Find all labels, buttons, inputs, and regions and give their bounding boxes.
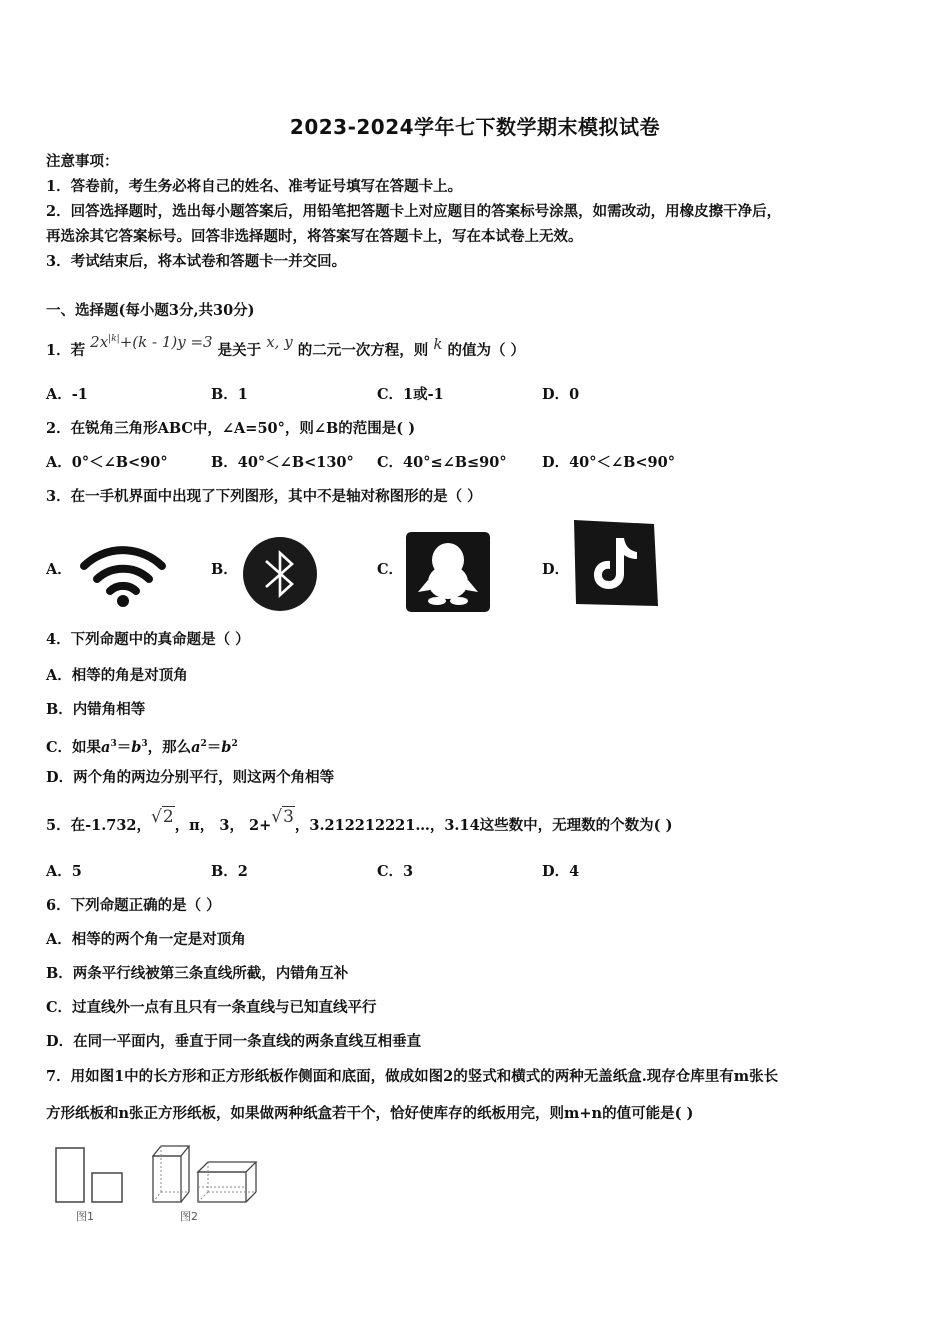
notice-item: 3．考试结束后，将本试卷和答题卡一并交回。 <box>46 253 347 270</box>
bluetooth-icon[interactable] <box>242 536 318 612</box>
q1-vars: x, y <box>266 333 293 351</box>
notice-item: 2．回答选择题时，选出每小题答案后，用铅笔把答题卡上对应题目的答案标号涂黑，如需改动，用橡皮擦干净后， <box>46 203 782 220</box>
q1-option-b[interactable]: B．1 <box>211 386 248 403</box>
q1-option-a[interactable]: A．-1 <box>46 386 88 403</box>
q1-expr-b: +(k - 1)y =3 <box>119 333 213 351</box>
qq-penguin-icon[interactable] <box>404 530 492 614</box>
fig2-caption: 图2 <box>180 1210 198 1223</box>
q7-figures <box>50 1140 270 1230</box>
wifi-icon[interactable] <box>80 544 166 608</box>
q4-c-var-b: b <box>131 738 142 756</box>
q4-c-var-a: a <box>101 738 111 756</box>
q5-option-d[interactable]: D．4 <box>542 863 580 880</box>
q3-option-c-label[interactable]: C． <box>377 561 404 578</box>
notice-item: 再选涂其它答案标号。回答非选择题时，将答案写在答题卡上，写在本试卷上无效。 <box>46 228 583 245</box>
q4-option-b[interactable]: B．内错角相等 <box>46 701 146 718</box>
question-6-stem: 6．下列命题正确的是（ ） <box>46 897 221 914</box>
q3-option-d-label[interactable]: D． <box>542 561 570 578</box>
q4-c-exp: 2 <box>231 739 238 749</box>
q2-option-c[interactable]: C．40°≤∠B≤90° <box>377 454 507 471</box>
q1-expr-a: 2x <box>90 333 109 351</box>
q6-option-d[interactable]: D．在同一平面内，垂直于同一条直线的两条直线互相垂直 <box>46 1033 422 1050</box>
q5-radicand-2: 3 <box>283 807 294 827</box>
q5-option-b[interactable]: B．2 <box>211 863 248 880</box>
q1-k: k <box>433 335 443 353</box>
q1-option-c[interactable]: C．1或-1 <box>377 386 444 403</box>
q4-option-c[interactable] <box>46 734 238 758</box>
q2-option-b[interactable]: B．40°＜∠B<130° <box>211 454 354 471</box>
q1-expr-sup: |k| <box>108 334 120 344</box>
q6-option-b[interactable]: B．两条平行线被第三条直线所截，内错角互补 <box>46 965 349 982</box>
q1-prefix: 1．若 <box>46 342 86 359</box>
q4-option-a[interactable]: A．相等的角是对顶角 <box>46 667 188 684</box>
notice-item: 1．答卷前，考生务必将自己的姓名、准考证号填写在答题卡上。 <box>46 178 463 195</box>
q4-c-var-b: b <box>221 738 232 756</box>
q4-c-exp: 2 <box>200 739 207 749</box>
question-3-stem: 3．在一手机界面中出现了下列图形，其中不是轴对称图形的是（ ） <box>46 488 482 505</box>
q1-option-d[interactable]: D．0 <box>542 386 580 403</box>
q1-mid2: 的二元一次方程，则 <box>297 342 429 359</box>
q6-option-a[interactable]: A．相等的两个角一定是对顶角 <box>46 931 246 948</box>
q1-mid: 是关于 <box>217 342 262 359</box>
q3-option-b-label[interactable]: B． <box>211 561 238 578</box>
question-5-stem <box>46 807 673 836</box>
q4-c-exp: 3 <box>110 739 117 749</box>
q4-c-mid: ，那么 <box>147 738 192 756</box>
question-2-stem: 2．在锐角三角形ABC中，∠A=50°，则∠B的范围是( ) <box>46 420 416 437</box>
q2-option-a[interactable]: A．0°＜∠B<90° <box>46 454 168 471</box>
q5-radicand-1: 2 <box>162 807 174 827</box>
question-4-stem: 4．下列命题中的真命题是（ ） <box>46 631 250 648</box>
question-3-options <box>46 518 906 618</box>
section-heading: 一、选择题(每小题3分,共30分) <box>46 302 255 319</box>
q4-c-var-a: a <box>191 738 201 756</box>
page-title: 2023-2024学年七下数学期末模拟试卷 <box>289 115 661 139</box>
q5-part-1: 5．在-1.732， <box>46 817 152 834</box>
q6-option-c[interactable]: C．过直线外一点有且只有一条直线与已知直线平行 <box>46 999 377 1016</box>
q5-option-c[interactable]: C．3 <box>377 863 414 880</box>
q4-c-exp: 3 <box>141 739 148 749</box>
q1-equation <box>90 333 212 351</box>
q4-c-eq: ＝ <box>116 738 132 756</box>
q3-option-a-label[interactable]: A． <box>46 561 72 578</box>
sqrt-icon: √2 <box>151 807 174 827</box>
sqrt-icon: √3 <box>271 807 294 827</box>
fig1-caption: 图1 <box>76 1210 94 1223</box>
q4-c-prefix: C．如果 <box>46 738 102 756</box>
question-7-stem-line-1: 7．用如图1中的长方形和正方形纸板作侧面和底面，做成如图2的竖式和横式的两种无盖纸盒.现存仓库里有m张长 <box>46 1068 779 1085</box>
q5-option-a[interactable]: A．5 <box>46 863 82 880</box>
tiktok-icon[interactable] <box>570 518 660 610</box>
q1-suffix: 的值为（ ） <box>447 342 526 359</box>
question-7-stem-line-2: 方形纸板和n张正方形纸板，如果做两种纸盒若干个，恰好使库存的纸板用完，则m+n的值可能是( ) <box>46 1105 694 1122</box>
q4-c-eq: ＝ <box>206 738 222 756</box>
q4-option-d[interactable]: D．两个角的两边分别平行，则这两个角相等 <box>46 769 335 786</box>
question-1-stem <box>46 333 526 361</box>
q2-option-d[interactable]: D．40°＜∠B<90° <box>542 454 675 471</box>
notice-heading: 注意事项： <box>46 153 119 170</box>
q5-part-2: ，π， 3， 2+ <box>174 817 272 834</box>
q5-part-3: ，3.212212221…，3.14这些数中，无理数的个数为( ) <box>294 817 673 834</box>
